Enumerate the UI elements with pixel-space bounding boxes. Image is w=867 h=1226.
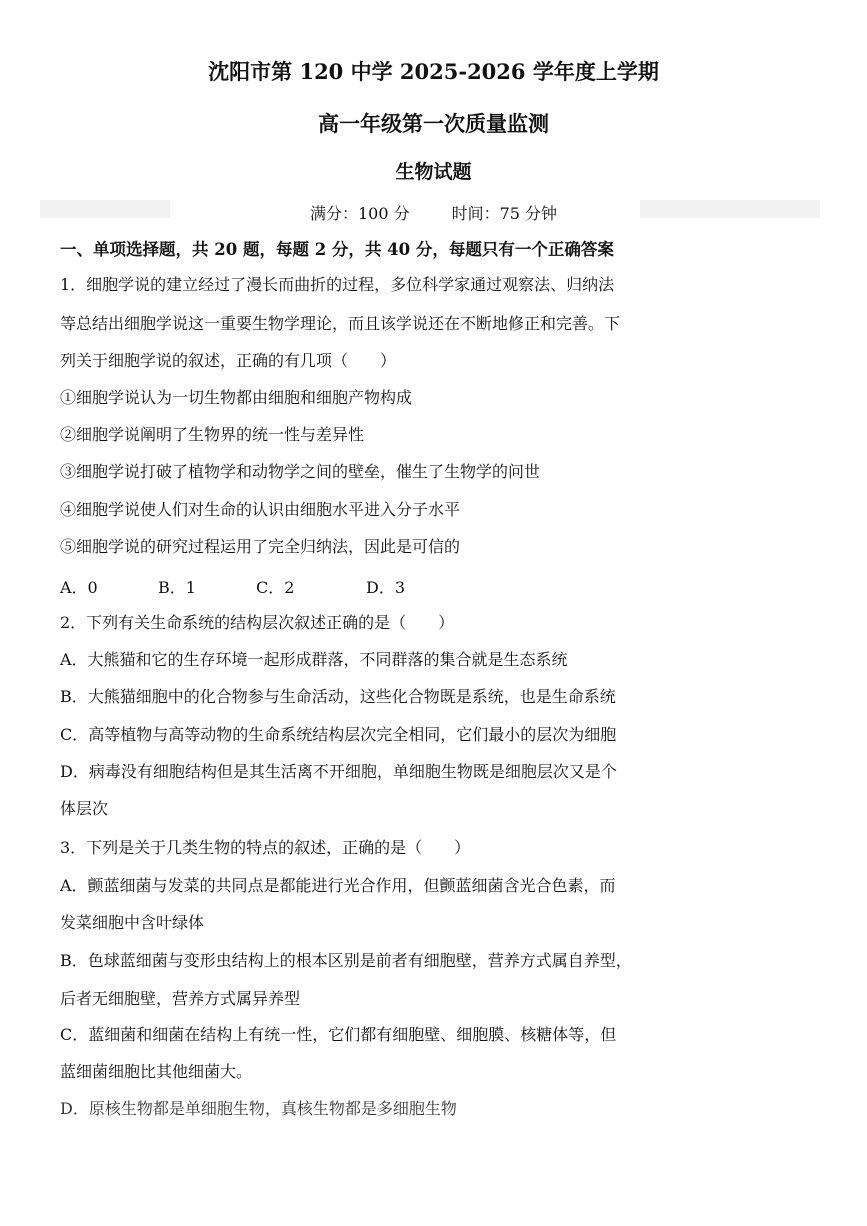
q1-options bbox=[60, 575, 405, 598]
exam-meta bbox=[0, 201, 867, 224]
subject-title: 生物试题 bbox=[395, 161, 472, 183]
exam-name-title: 高一年级第一次质量监测 bbox=[318, 111, 549, 136]
score-label: 满分：100 分 bbox=[309, 204, 410, 223]
q1-option-b: B．1 bbox=[158, 578, 196, 597]
section-heading: 一、单项选择题，共 20 题，每题 2 分，共 40 分，每题只有一个正确答案 bbox=[60, 240, 614, 259]
q2-option-b: B．大熊猫细胞中的化合物参与生命活动，这些化合物既是系统，也是生命系统 bbox=[60, 687, 616, 706]
q2-stem: 2．下列有关生命系统的结构层次叙述正确的是（ ） bbox=[60, 613, 455, 632]
q2-option-a: A．大熊猫和它的生存环境一起形成群落，不同群落的集合就是生态系统 bbox=[60, 650, 568, 669]
q1-statement-1: ①细胞学说认为一切生物都由细胞和细胞产物构成 bbox=[60, 388, 413, 407]
q1-statement-2: ②细胞学说阐明了生物界的统一性与差异性 bbox=[60, 425, 365, 444]
q1-statement-4: ④细胞学说使人们对生命的认识由细胞水平进入分子水平 bbox=[60, 500, 461, 519]
q3-option-c-line-1: C．蓝细菌和细菌在结构上有统一性，它们都有细胞壁、细胞膜、核糖体等，但 bbox=[60, 1025, 617, 1044]
q1-stem-line-1: 1．细胞学说的建立经过了漫长而曲折的过程，多位科学家通过观察法、归纳法 bbox=[60, 275, 615, 294]
q2-option-c: C．高等植物与高等动物的生命系统结构层次完全相同，它们最小的层次为细胞 bbox=[60, 725, 617, 744]
q3-option-d: D．原核生物都是单细胞生物，真核生物都是多细胞生物 bbox=[60, 1099, 457, 1118]
q1-stem-line-2: 等总结出细胞学说这一重要生物学理论，而且该学说还在不断地修正和完善。下 bbox=[60, 314, 621, 333]
q3-option-a-line-1: A．颤蓝细菌与发菜的共同点是都能进行光合作用，但颤蓝细菌含光合色素，而 bbox=[60, 876, 616, 895]
q3-option-c-line-2: 蓝细菌细胞比其他细菌大。 bbox=[60, 1062, 253, 1081]
q1-statement-5: ⑤细胞学说的研究过程运用了完全归纳法，因此是可信的 bbox=[60, 537, 461, 556]
q2-option-d-line-1: D．病毒没有细胞结构但是其生活离不开细胞，单细胞生物既是细胞层次又是个 bbox=[60, 762, 617, 781]
time-label: 时间：75 分钟 bbox=[451, 204, 558, 223]
q1-statement-3: ③细胞学说打破了植物学和动物学之间的壁垒，催生了生物学的问世 bbox=[60, 462, 541, 481]
q1-stem-line-3: 列关于细胞学说的叙述，正确的有几项（ ） bbox=[60, 351, 397, 370]
q2-option-d-line-2: 体层次 bbox=[60, 799, 109, 818]
q3-stem: 3．下列是关于几类生物的特点的叙述，正确的是（ ） bbox=[60, 838, 471, 857]
q1-option-c: C．2 bbox=[256, 578, 295, 597]
school-term-title: 沈阳市第 120 中学 2025-2026 学年度上学期 bbox=[208, 59, 659, 84]
q1-option-d: D．3 bbox=[366, 578, 406, 597]
q3-option-b-line-1: B．色球蓝细菌与变形虫结构上的根本区别是前者有细胞壁，营养方式属自养型， bbox=[60, 951, 632, 970]
q1-option-a: A．0 bbox=[60, 578, 98, 597]
q3-option-a-line-2: 发菜细胞中含叶绿体 bbox=[60, 913, 205, 932]
q3-option-b-line-2: 后者无细胞壁，营养方式属异养型 bbox=[60, 989, 301, 1008]
